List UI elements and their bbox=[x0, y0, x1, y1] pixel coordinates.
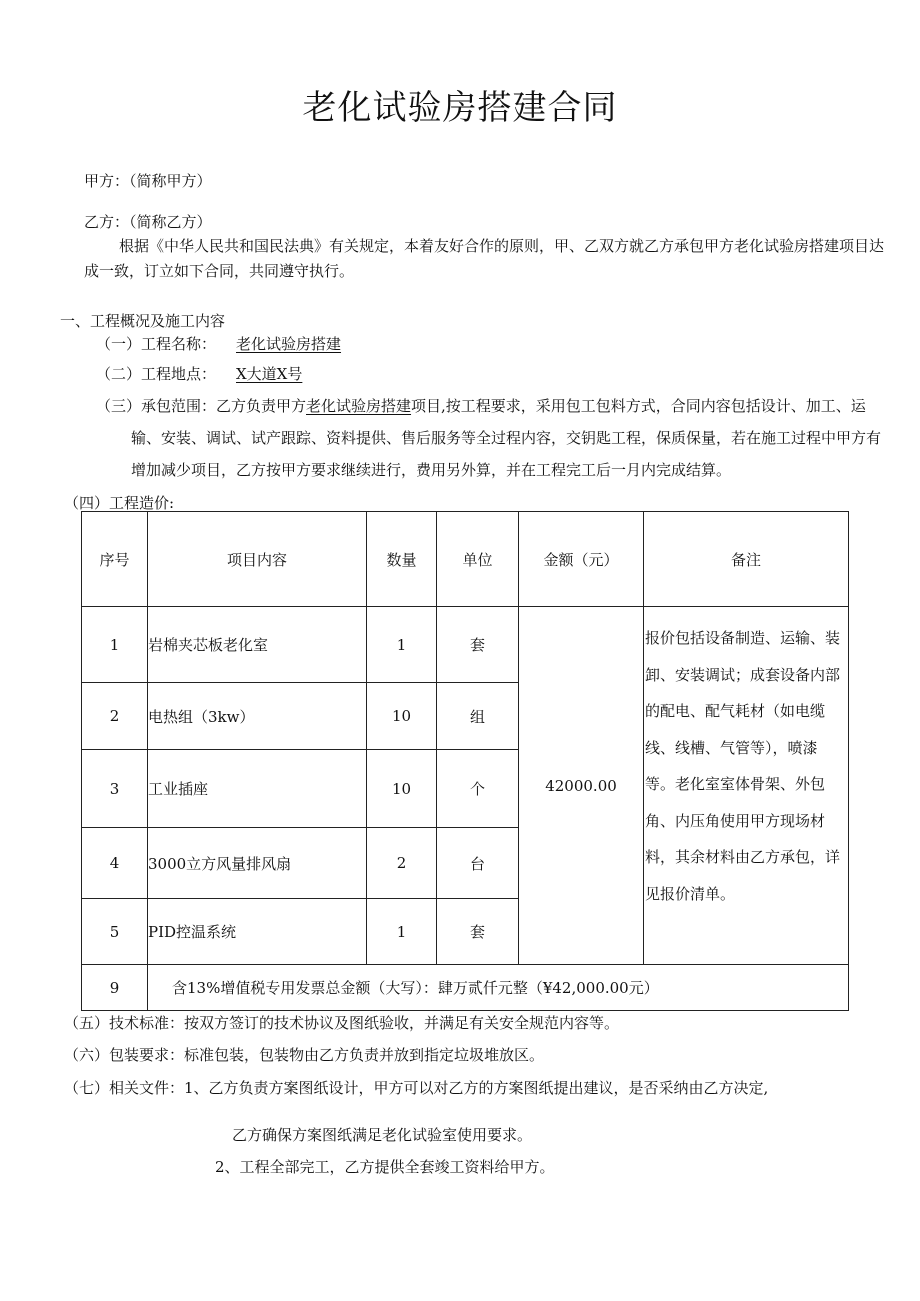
row-item: 3000立方风量排风扇 bbox=[148, 828, 367, 899]
row-unit: 套 bbox=[437, 607, 519, 683]
row-item: 岩棉夹芯板老化室 bbox=[148, 607, 367, 683]
row-qty: 1 bbox=[367, 899, 437, 965]
row-no: 4 bbox=[82, 828, 148, 899]
intro-paragraph-line1: 根据《中华人民共和国民法典》有关规定，本着友好合作的原则，甲、乙双方就乙方承包甲方老化试验房搭建项目达 bbox=[119, 237, 885, 255]
row-item: PID控温系统 bbox=[148, 899, 367, 965]
total-no: 9 bbox=[82, 965, 148, 1011]
project-name-value: 老化试验房搭建 bbox=[236, 335, 342, 353]
contract-title: 老化试验房搭建合同 bbox=[302, 88, 618, 128]
table-total-row bbox=[82, 965, 849, 1011]
header-item: 项目内容 bbox=[148, 512, 367, 607]
row-unit: 个 bbox=[437, 750, 519, 828]
header-qty: 数量 bbox=[367, 512, 437, 607]
project-location-label: （二）工程地点： bbox=[96, 365, 217, 383]
row-no: 1 bbox=[82, 607, 148, 683]
project-location-value: X大道X号 bbox=[236, 365, 303, 383]
row-no: 5 bbox=[82, 899, 148, 965]
row-item: 电热组（3kw） bbox=[148, 683, 367, 750]
row-unit: 套 bbox=[437, 899, 519, 965]
scope-prefix: （三）承包范围：乙方负责甲方 bbox=[96, 397, 307, 415]
project-name-label: （一）工程名称： bbox=[96, 335, 217, 353]
related-docs-line1: （七）相关文件：1、乙方负责方案图纸设计，甲方可以对乙方的方案图纸提出建议，是否采纳由乙方决定, bbox=[64, 1079, 769, 1097]
row-qty: 1 bbox=[367, 607, 437, 683]
scope-line1 bbox=[96, 396, 866, 416]
scope-line3: 增加减少项目，乙方按甲方要求继续进行，费用另外算，并在工程完工后一月内完成结算。 bbox=[131, 461, 732, 479]
row-unit: 台 bbox=[437, 828, 519, 899]
header-amount: 金额（元） bbox=[519, 512, 644, 607]
amount-cell: 42000.00 bbox=[519, 607, 644, 965]
header-unit: 单位 bbox=[437, 512, 519, 607]
scope-project-name: 老化试验房搭建 bbox=[306, 397, 412, 415]
scope-suffix: 项目,按工程要求，采用包工包料方式，合同内容包括设计、加工、运 bbox=[411, 397, 866, 415]
row-no: 3 bbox=[82, 750, 148, 828]
packaging-line: （六）包装要求：标准包装，包装物由乙方负责并放到指定垃圾堆放区。 bbox=[64, 1046, 545, 1064]
row-qty: 10 bbox=[367, 683, 437, 750]
party-b-line: 乙方：（简称乙方） bbox=[84, 213, 212, 231]
tech-standard-line: （五）技术标准：按双方签订的技术协议及图纸验收，并满足有关安全规范内容等。 bbox=[64, 1014, 620, 1032]
related-docs-line2: 乙方确保方案图纸满足老化试验室使用要求。 bbox=[232, 1126, 533, 1144]
remark-text: 报价包括设备制造、运输、装卸、安装调试；成套设备内部的配电、配气耗材（如电缆线、线槽、气管等），喷漆等。老化室室体骨架、外包角、内压角使用甲方现场材料，其余材料由乙方承包，详见报价清单。 bbox=[645, 629, 841, 903]
table-header-row bbox=[82, 512, 849, 607]
scope-line2: 输、安装、调试、试产跟踪、资料提供、售后服务等全过程内容，交钥匙工程，保质保量，若在施工过程中甲方有 bbox=[131, 429, 882, 447]
party-a-line: 甲方：（简称甲方） bbox=[84, 172, 212, 190]
row-qty: 10 bbox=[367, 750, 437, 828]
row-no: 2 bbox=[82, 683, 148, 750]
row-item: 工业插座 bbox=[148, 750, 367, 828]
header-no: 序号 bbox=[82, 512, 148, 607]
cost-label: （四）工程造价: bbox=[64, 494, 175, 512]
intro-paragraph-line2: 成一致，订立如下合同，共同遵守执行。 bbox=[84, 262, 355, 280]
header-remark: 备注 bbox=[644, 512, 849, 607]
related-docs-line3: 2、工程全部完工，乙方提供全套竣工资料给甲方。 bbox=[215, 1158, 555, 1176]
row-unit: 组 bbox=[437, 683, 519, 750]
row-qty: 2 bbox=[367, 828, 437, 899]
section-heading: 一、工程概况及施工内容 bbox=[60, 312, 226, 330]
total-amount-text: 含13%增值税专用发票总金额（大写）：肆万贰仟元整（¥42,000.00元） bbox=[148, 965, 849, 1011]
